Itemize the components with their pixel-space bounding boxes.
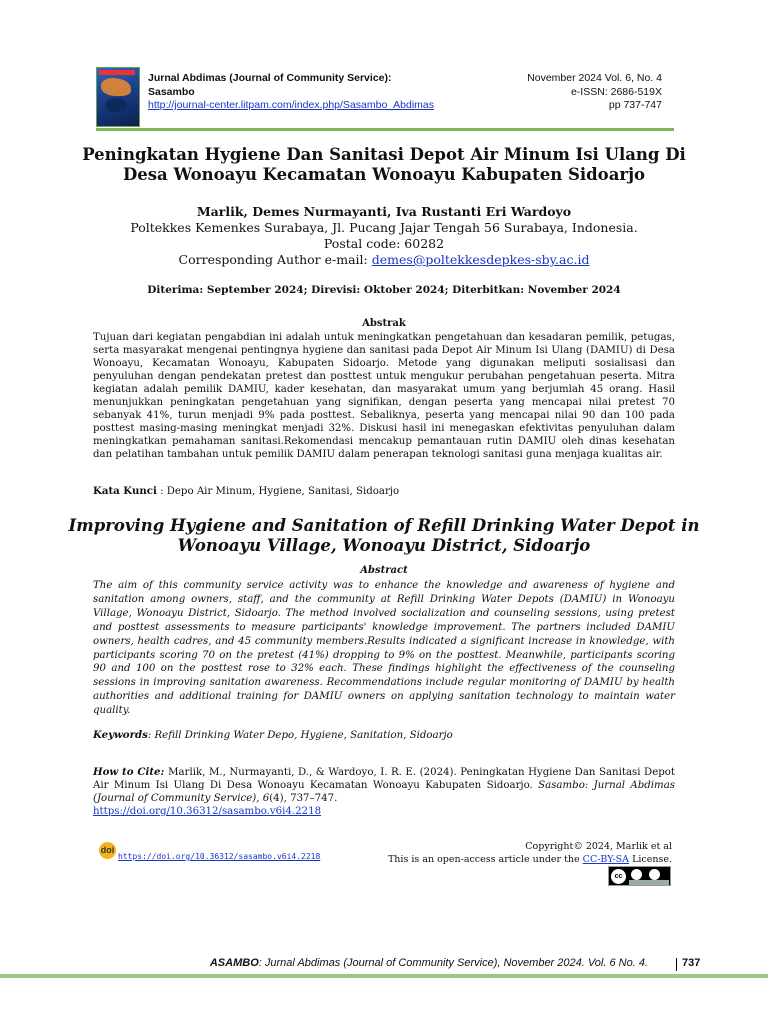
cite-label: How to Cite: bbox=[93, 766, 169, 778]
abstract-en-body: The aim of this community service activity was to enhance the knowledge and awareness of hygiene and sanitation among owners, staff, and the community at Refill Drinking Water Depots (DAMIU) in Wonoayu Village, Wonoayu District, Sidoarjo. The method involved socialization and counseling sessions, using pretest and posttest assessments to measure participants' knowledge improvement. The partners included DAMIU owners, health cadres, and 45 community members.Results indicated a significant increase in knowledge, with participants scoring 70 on the pretest (41%) dropping to 9% on the posttest. Meanwhile, participants scoring 90 and 100 on the posttest rose to 32% each. These findings highlight the effectiveness of the counseling sessions in improving sanitation awareness. Recommendations include regular monitoring of DAMIU by health authorities and additional training for DAMIU owners on applying sanitation technology to maintain water quality. bbox=[93, 580, 675, 717]
footer-divider bbox=[0, 974, 768, 978]
license-link[interactable]: CC-BY-SA bbox=[582, 854, 630, 865]
footer-journal bbox=[0, 957, 648, 969]
corresponding-label: Corresponding Author e-mail: bbox=[178, 252, 372, 267]
journal-name: Jurnal Abdimas (Journal of Community Service): bbox=[148, 72, 392, 84]
journal-url-link[interactable]: http://journal-center.litpam.com/index.php/Sasambo_Abdimas bbox=[148, 99, 434, 111]
corresponding-email-link[interactable]: demes@poltekkesdepkes-sby.ac.id bbox=[371, 252, 590, 267]
abstract-id-heading: Abstrak bbox=[362, 318, 406, 329]
title-indonesian: Peningkatan Hygiene Dan Sanitasi Depot Air Minum Isi Ulang Di Desa Wonoayu Kecamatan Wonoayu Kabupaten Sidoarjo bbox=[82, 145, 686, 184]
page-number: 737 bbox=[682, 957, 701, 969]
license-text bbox=[388, 853, 672, 866]
abstract-id-body: Tujuan dari kegiatan pengabdian ini adalah untuk meningkatkan pengetahuan dan kesadaran pemilik, petugas, serta masyarakat mengenai pentingnya hygiene dan sanitasi pada Depot Air Minum Isi Ulang (DAMIU) di Desa Wonoayu, Kecamatan Wonoayu, Kabupaten Sidoarjo. Metode yang digunakan meliputi sosialisasi dan penyuluhan dengan pendekatan pretest dan posttest untuk mengukur perubahan pengetahuan peserta. Mitra kegiatan adalah pemilik DAMIU, kader kesehatan, dan masyarakat umum yang berjumlah 45 orang. Hasil menunjukkan peningkatan pengetahuan yang signifikan, dengan peserta yang mencapai nilai pretest 70 sebanyak 41%, turun menjadi 9% pada posttest. Sebaliknya, peserta yang mencapai nilai 90 dan 100 pada posttest masing-masing meningkat menjadi 32%. Diskusi hasil ini menegaskan efektivitas penyuluhan dalam meningkatkan pemahaman sanitasi.Rekomendasi mencakup pemantauan rutin DAMIU oleh dinas kesehatan dan pelatihan tambahan untuk pemilik DAMIU dalam penerapan teknologi sanitasi guna menjaga kualitas air. bbox=[93, 332, 675, 460]
eissn: e-ISSN: 2686-519X bbox=[570, 85, 662, 98]
keywords-id bbox=[93, 485, 675, 497]
cite-issue: (4), 737–747. bbox=[269, 793, 338, 804]
authors: Marlik, Demes Nurmayanti, Iva Rustanti Eri Wardoyo bbox=[196, 204, 572, 219]
abstract-en-heading: Abstract bbox=[360, 565, 408, 576]
cite-text: Marlik, M., Nurmayanti, D., & Wardoyo, I. R. E. (2024). Peningkatan Hygiene Dan Sanitasi Depot Air Minum Isi Ulang Di Desa Wonoayu Kecamatan Wonoayu Kabupaten Sidoarjo. bbox=[93, 767, 675, 791]
footer-journal-rest: : Jurnal Abdimas (Journal of Community Service), November 2024. Vol. 6 No. 4. bbox=[258, 957, 648, 969]
footer-separator bbox=[676, 958, 677, 971]
cc-badge-text: cc bbox=[611, 869, 626, 884]
keywords-en bbox=[93, 729, 675, 741]
journal-subname: Sasambo bbox=[148, 85, 195, 98]
publication-dates: Diterima: September 2024; Direvisi: Oktober 2024; Diterbitkan: November 2024 bbox=[147, 284, 621, 296]
cc-by-sa-icon bbox=[608, 866, 671, 886]
doi-icon: doi bbox=[99, 842, 116, 859]
copyright-text: Copyright© 2024, Marlik et al bbox=[525, 841, 672, 852]
title-english: Improving Hygiene and Sanitation of Refill Drinking Water Depot in Wonoayu Village, Wonoayu District, Sidoarjo bbox=[68, 516, 700, 555]
copyright-block bbox=[388, 840, 672, 866]
postal-code: Postal code: 60282 bbox=[323, 236, 445, 251]
cite-journal: Sasambo: Jurnal Abdimas (Journal of Community Service), 6 bbox=[93, 780, 675, 804]
footer-journal-bold: ASAMBO bbox=[209, 957, 259, 969]
keywords-en-label: Keywords bbox=[93, 729, 148, 741]
keywords-id-text: : Depo Air Minum, Hygiene, Sanitasi, Sidoarjo bbox=[156, 486, 400, 497]
license-pre: This is an open-access article under the bbox=[387, 854, 583, 865]
affiliation bbox=[60, 220, 708, 268]
issue-info: November 2024 Vol. 6, No. 4 bbox=[527, 72, 662, 84]
keywords-id-label: Kata Kunci bbox=[93, 485, 157, 497]
cite-doi-link[interactable]: https://doi.org/10.36312/sasambo.v6i4.2218 bbox=[93, 806, 322, 817]
how-to-cite bbox=[93, 766, 675, 818]
affiliation-address: Poltekkes Kemenkes Surabaya, Jl. Pucang Jajar Tengah 56 Surabaya, Indonesia. bbox=[130, 220, 638, 235]
keywords-en-text: : Refill Drinking Water Depo, Hygiene, Sanitation, Sidoarjo bbox=[147, 730, 453, 741]
journal-header-right bbox=[527, 72, 662, 113]
doi-link[interactable]: https://doi.org/10.36312/sasambo.v6i4.2218 bbox=[118, 852, 321, 861]
header-divider bbox=[96, 128, 674, 131]
journal-header-left bbox=[148, 72, 468, 113]
journal-cover-image bbox=[96, 67, 140, 127]
page-range: pp 737-747 bbox=[608, 99, 662, 111]
corresponding-author bbox=[60, 252, 708, 268]
license-post: License. bbox=[629, 854, 672, 865]
